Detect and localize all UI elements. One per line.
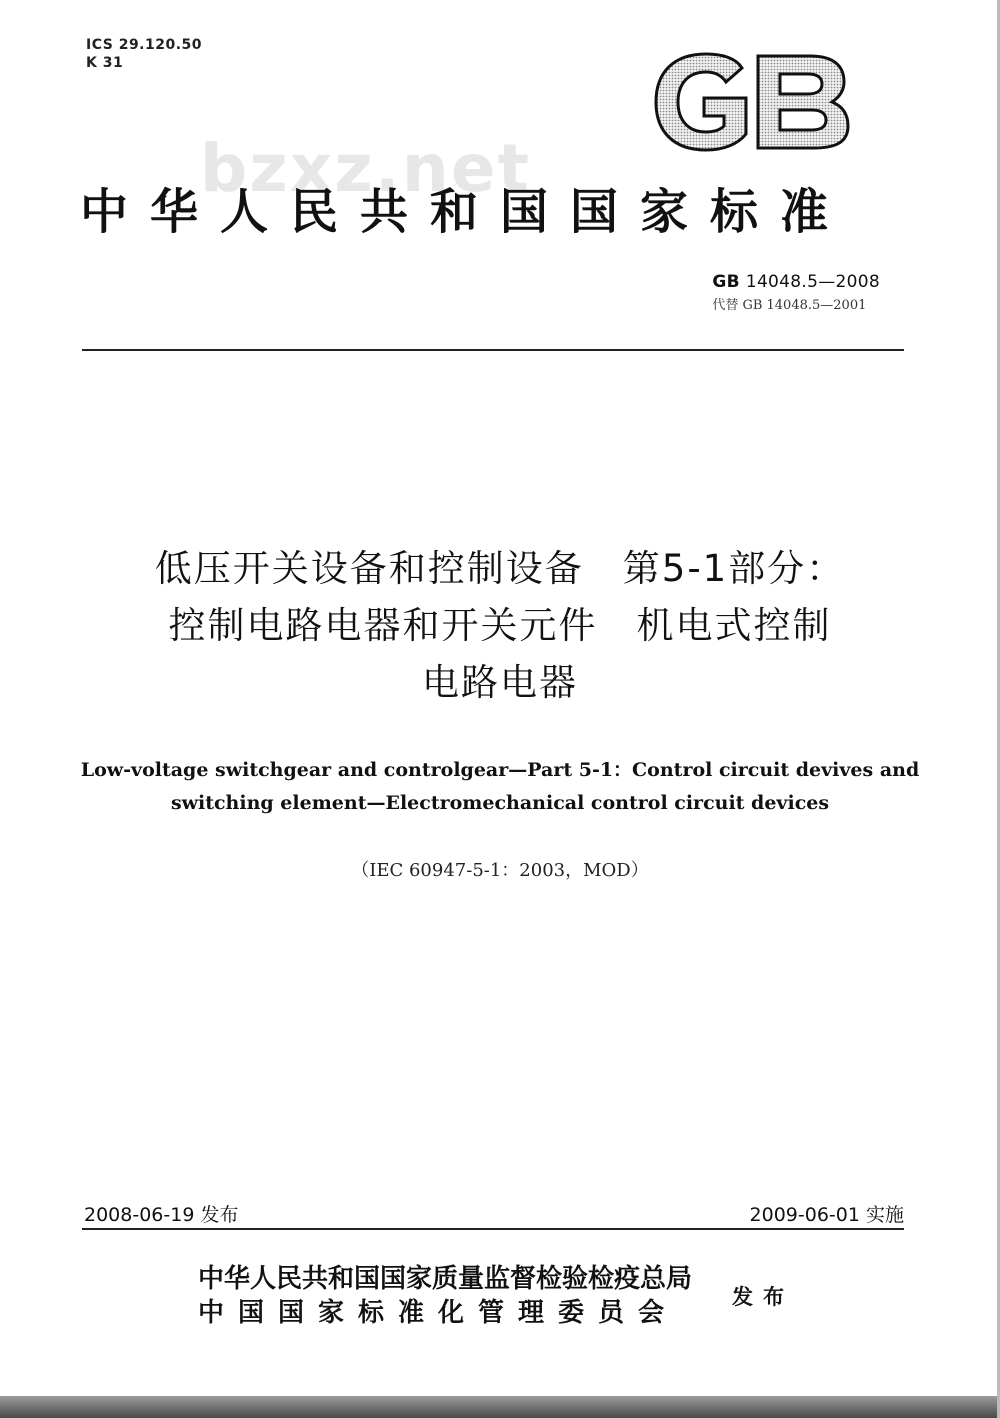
scan-bottom-edge	[0, 1396, 1000, 1418]
ics-code: ICS 29.120.50	[86, 37, 203, 53]
standard-code: 14048.5—2008	[745, 272, 880, 292]
chinese-title-line: 低压开关设备和控制设备 第5-1部分：	[154, 547, 846, 590]
issuer-sac: 中国国家标准化管理委员会	[198, 1298, 679, 1328]
english-title-line: switching element—Electromechanical control circuit devices	[170, 792, 830, 814]
standard-prefix: GB	[712, 272, 740, 292]
top-divider	[82, 349, 904, 351]
standard-number-block	[712, 272, 880, 313]
national-standard-heading: 中华人民共和国国家标准	[80, 184, 851, 240]
standard-number	[712, 272, 880, 292]
english-title	[60, 754, 940, 820]
gb-standard-logo-icon	[650, 50, 850, 154]
issuer-aqsiq: 中华人民共和国国家质量监督检验检疫总局	[198, 1264, 693, 1294]
english-title-line: Low-voltage switchgear and controlgear—Part 5-1：Control circuit devives and	[80, 759, 920, 781]
publish-label: 发布	[732, 1284, 794, 1309]
ccs-code: K 31	[86, 55, 124, 71]
watermark: bzxz.net	[200, 130, 532, 207]
implementation-date: 2009-06-01 实施	[749, 1204, 904, 1226]
chinese-title-line: 控制电路电器和开关元件 机电式控制	[168, 604, 832, 647]
classification-codes	[86, 36, 202, 72]
chinese-title-line: 电路电器	[422, 661, 578, 704]
chinese-title	[60, 540, 940, 711]
issuing-organizations	[198, 1262, 692, 1330]
iec-reference: （IEC 60947-5-1：2003，MOD）	[351, 860, 649, 881]
replaces-standard: 代替 GB 14048.5—2001	[712, 298, 867, 313]
issue-date: 2008-06-19 发布	[84, 1204, 239, 1226]
bottom-divider	[82, 1228, 904, 1230]
